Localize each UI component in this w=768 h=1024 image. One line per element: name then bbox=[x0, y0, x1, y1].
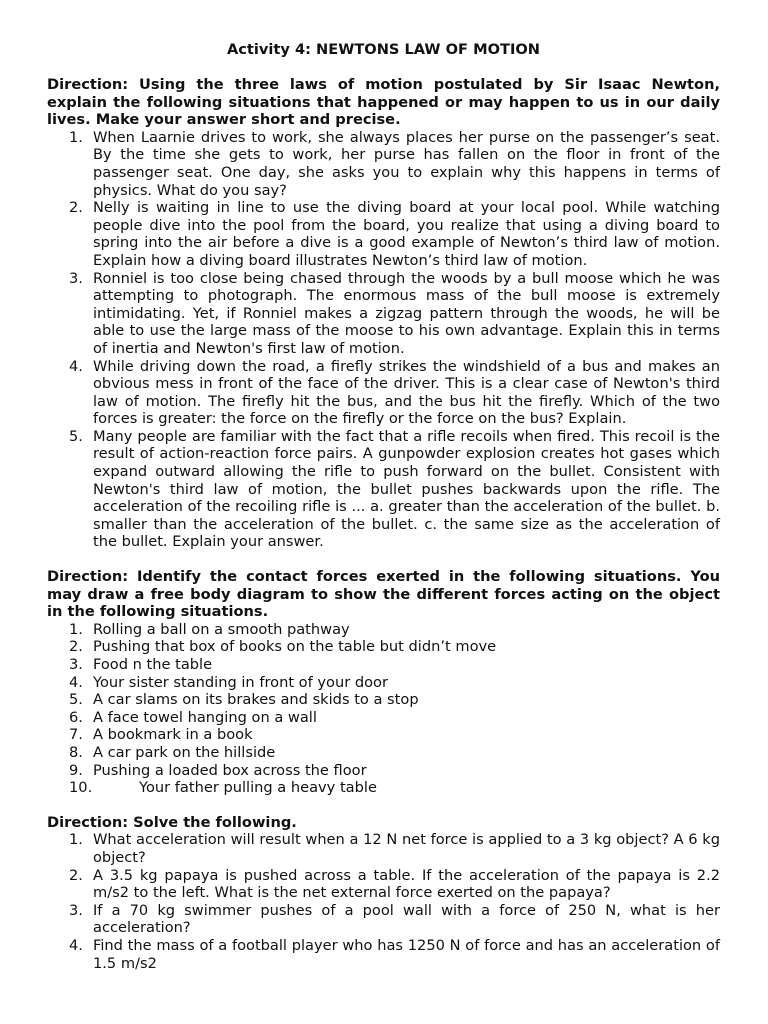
list-item bbox=[47, 674, 720, 692]
item-number: 2. bbox=[69, 638, 83, 656]
section-3-list bbox=[47, 831, 720, 972]
item-text: Many people are familiar with the fact that a rifle recoils when fired. This recoil is the result of action-reaction force pairs. A gunpowder explosion creates hot gases which expand outward allowing the rifle to push forward on the bullet. Consistent with Newton's third law of motion, the bullet pushes backwards upon the rifle. The acceleration of the recoiling rifle is ... a. greater than the acceleration of the bullet. b. smaller than the acceleration of the bullet. c. the same size as the acceleration of the bullet. Explain your answer. bbox=[93, 427, 720, 551]
item-text: Pushing a loaded box across the floor bbox=[93, 761, 367, 779]
item-text: If a 70 kg swimmer pushes of a pool wall with a force of 250 N, what is her acceleration? bbox=[93, 901, 720, 937]
item-number: 5. bbox=[69, 691, 83, 709]
item-text: Find the mass of a football player who has 1250 N of force and has an acceleration of 1.5 m/s2 bbox=[93, 936, 720, 972]
section-2-direction: Direction: Identify the contact forces exerted in the following situations. You may draw a free body diagram to show the different forces acting on the object in the following situations. bbox=[47, 568, 720, 621]
list-item bbox=[47, 428, 720, 551]
item-text: A face towel hanging on a wall bbox=[93, 708, 317, 726]
document-page bbox=[47, 41, 720, 972]
list-item bbox=[47, 762, 720, 780]
item-number: 6. bbox=[69, 708, 83, 726]
list-item bbox=[47, 270, 720, 358]
item-text: Your father pulling a heavy table bbox=[139, 779, 377, 797]
item-number: 9. bbox=[69, 761, 83, 779]
item-text: A 3.5 kg papaya is pushed across a table. If the acceleration of the papaya is 2.2 m/s2 to the left. What is the net external force exerted on the papaya? bbox=[93, 866, 720, 902]
item-number: 5. bbox=[69, 427, 83, 445]
item-text: A car park on the hillside bbox=[93, 743, 276, 761]
list-item bbox=[47, 358, 720, 428]
item-text: A bookmark in a book bbox=[93, 726, 253, 744]
item-number: 1. bbox=[69, 128, 83, 146]
list-item bbox=[47, 744, 720, 762]
list-item bbox=[47, 129, 720, 199]
item-number: 8. bbox=[69, 743, 83, 761]
item-number: 4. bbox=[69, 673, 83, 691]
document-title: Activity 4: NEWTONS LAW OF MOTION bbox=[226, 41, 541, 58]
list-item bbox=[47, 709, 720, 727]
section-1-direction: Direction: Using the three laws of motion postulated by Sir Isaac Newton, explain the following situations that happened or may happen to us in our daily lives. Make your answer short and precise. bbox=[47, 76, 720, 129]
item-number: 3. bbox=[69, 269, 83, 287]
item-number: 3. bbox=[69, 901, 83, 919]
list-item bbox=[47, 656, 720, 674]
item-text: Rolling a ball on a smooth pathway bbox=[93, 620, 350, 638]
section-2-list bbox=[47, 621, 720, 797]
item-number: 4. bbox=[69, 936, 83, 954]
list-item bbox=[47, 621, 720, 639]
list-item bbox=[47, 638, 720, 656]
item-number: 7. bbox=[69, 726, 83, 744]
item-text: When Laarnie drives to work, she always places her purse on the passenger’s seat. By the time she gets to work, her purse has fallen on the floor in front of the passenger seat. One day, she asks you to explain why this happens in terms of physics. What do you say? bbox=[93, 128, 720, 199]
item-text: What acceleration will result when a 12 N net force is applied to a 3 kg object? A 6 kg object? bbox=[93, 831, 720, 866]
item-number: 1. bbox=[69, 620, 83, 638]
item-text: Pushing that box of books on the table but didn’t move bbox=[93, 638, 497, 656]
item-number: 2. bbox=[69, 866, 83, 884]
section-1-list bbox=[47, 129, 720, 551]
item-text: Nelly is waiting in line to use the diving board at your local pool. While watching people dive into the pool from the board, you realize that using a diving board to spring into the air before a dive is a good example of Newton’s third law of motion. Explain how a diving board illustrates Newton’s third law of motion. bbox=[93, 199, 720, 269]
item-text: Ronniel is too close being chased through the woods by a bull moose which he was attempting to photograph. The enormous mass of the bull moose is extremely intimidating. Yet, if Ronniel makes a zigzag pattern through the woods, he will be able to use the large mass of the moose to his own advantage. Explain this in terms of inertia and Newton's first law of motion. bbox=[93, 269, 720, 357]
list-item bbox=[47, 937, 720, 972]
list-item bbox=[47, 779, 720, 797]
item-text: A car slams on its brakes and skids to a stop bbox=[93, 691, 419, 709]
item-number: 2. bbox=[69, 199, 83, 217]
list-item bbox=[47, 726, 720, 744]
item-number: 3. bbox=[69, 656, 83, 673]
item-number: 1. bbox=[69, 831, 83, 849]
item-text: Your sister standing in front of your door bbox=[93, 673, 388, 691]
item-number: 4. bbox=[69, 357, 83, 375]
section-3-direction: Direction: Solve the following. bbox=[47, 813, 297, 831]
list-item bbox=[47, 902, 720, 937]
item-text: While driving down the road, a firefly strikes the windshield of a bus and makes an obvious mess in front of the face of the driver. This is a clear case of Newton's third law of motion. The firefly hit the bus, and the bus hit the firefly. Which of the two forces is greater: the force on the firefly or the force on the bus? Explain. bbox=[93, 357, 720, 428]
list-item bbox=[47, 199, 720, 269]
list-item bbox=[47, 691, 720, 709]
item-text: Food n the table bbox=[93, 656, 213, 673]
list-item bbox=[47, 831, 720, 866]
item-number: 10. bbox=[69, 779, 93, 797]
list-item bbox=[47, 867, 720, 902]
